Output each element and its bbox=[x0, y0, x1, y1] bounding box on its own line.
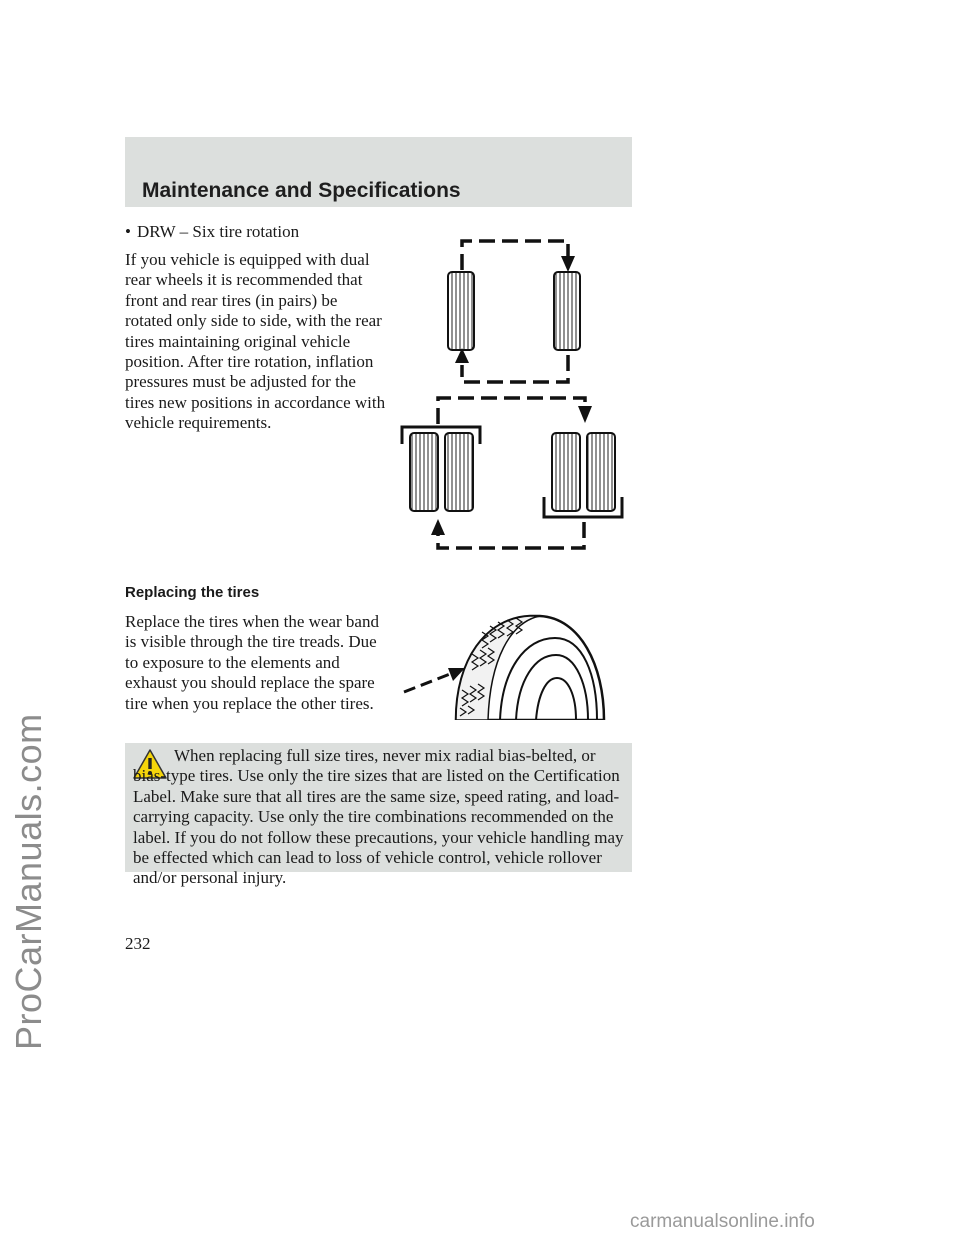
bullet-text: DRW – Six tire rotation bbox=[137, 222, 300, 241]
section-header bbox=[125, 137, 632, 207]
tire-rotation-diagram bbox=[390, 230, 640, 560]
tire-front-right-icon bbox=[554, 272, 580, 350]
arrow-down-icon bbox=[578, 406, 592, 423]
wear-band-tire-illustration bbox=[390, 610, 620, 722]
replacing-paragraph: Replace the tires when the wear band is visible through the tire treads. Due to exposure to the elements and exhaust you should replace the spare tire when you replace the other tires. bbox=[125, 612, 379, 713]
footer-watermark: carmanualsonline.info bbox=[630, 1211, 815, 1232]
tire-rear-right-inner-icon bbox=[552, 433, 580, 511]
warning-text: When replacing full size tires, never mix radial bias-belted, or bias-type tires. Use only the tire sizes that are listed on the Certification Label. Make sure that all tires are the same size, speed rating, and load-carrying capacity. Use only the tire combinations recommended on the label. If you do not follow these precautions, your vehicle handling may be effected which can lead to loss of vehicle control, vehicle rollover and/or personal injury. bbox=[133, 746, 624, 888]
tire-front-left-icon bbox=[448, 272, 474, 350]
tire-rear-left-inner-icon bbox=[445, 433, 473, 511]
side-watermark: ProCarManuals.com bbox=[8, 713, 49, 1050]
section-title: Maintenance and Specifications bbox=[142, 179, 461, 202]
tire-rear-left-outer-icon bbox=[410, 433, 438, 511]
bullet-item bbox=[125, 222, 299, 242]
warning-box bbox=[125, 743, 632, 888]
tire-rear-right-outer-icon bbox=[587, 433, 615, 511]
page-number: 232 bbox=[125, 934, 151, 953]
replacing-heading: Replacing the tires bbox=[125, 584, 260, 601]
arrow-down-icon bbox=[561, 256, 575, 272]
bullet-dot-icon: • bbox=[125, 222, 131, 241]
front-rotation-path bbox=[462, 241, 568, 382]
rotation-paragraph: If you vehicle is equipped with dual rear wheels it is recommended that front and rear tires (in pairs) be rotated only side to side, with the rear tires maintaining original vehicle position. After tire rotation, inflation pressures must be adjusted for the tires new positions in accordance with vehicle requirements. bbox=[125, 250, 386, 433]
wear-band-pointer-arrow-icon bbox=[404, 668, 465, 692]
arrow-up-icon bbox=[431, 519, 445, 535]
